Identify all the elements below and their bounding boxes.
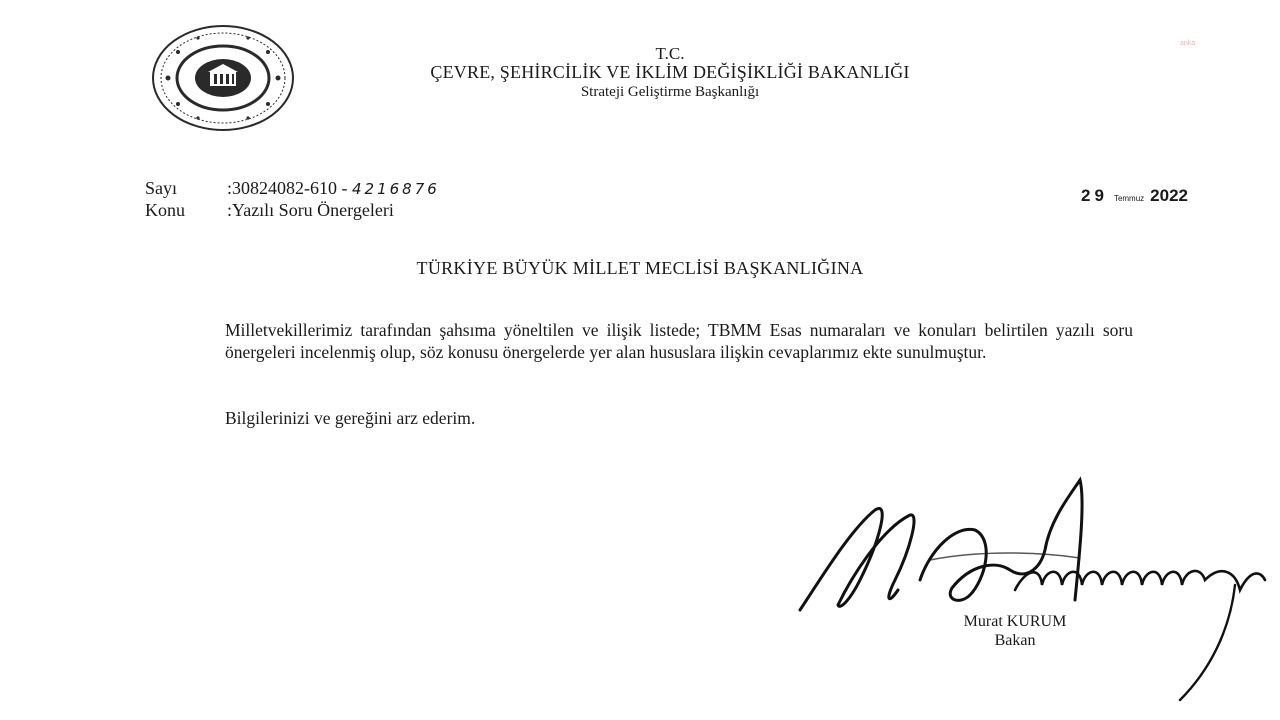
meta-row-konu [145, 200, 394, 221]
signatory-name: Murat KURUM [963, 613, 1067, 630]
konu-label: Konu [145, 200, 185, 220]
addressee: TÜRKİYE BÜYÜK MİLLET MECLİSİ BAŞKANLIĞINA [416, 258, 864, 278]
date-day: 29 [1081, 186, 1108, 205]
body-paragraph: Milletvekillerimiz tarafından şahsıma yöneltilen ve ilişik listede; TBMM Esas numaraları ve konuları belirtilen yazılı soru önergeleri incelenmiş olup, söz konusu önergelerde yer alan hususlara ilişkin cevaplarımız ekte sunulmuştur. [225, 320, 1133, 362]
letter-body [225, 319, 1133, 363]
date-year: 2022 [1150, 186, 1188, 205]
date-month: Temmuz [1113, 194, 1145, 203]
header-tc: T.C. [655, 44, 685, 63]
konu-value: :Yazılı Soru Önergeleri [227, 200, 394, 220]
header-ministry: ÇEVRE, ŞEHİRCİLİK VE İKLİM DEĞİŞİKLİĞİ BAKANLIĞI [430, 62, 910, 82]
signatory-title: Bakan [994, 632, 1036, 649]
header-unit: Strateji Geliştirme Başkanlığı [580, 84, 760, 100]
sayi-handwritten: 4216876 [352, 180, 440, 198]
handwritten-signature [780, 470, 1280, 710]
watermark: anka [1180, 40, 1196, 47]
sayi-value: :30824082-610 - [227, 178, 352, 198]
date-stamp [1081, 186, 1188, 206]
meta-row-sayi [145, 178, 440, 199]
closing-line: Bilgilerinizi ve gereğini arz ederim. [225, 408, 476, 428]
sayi-label: Sayı [145, 178, 178, 198]
